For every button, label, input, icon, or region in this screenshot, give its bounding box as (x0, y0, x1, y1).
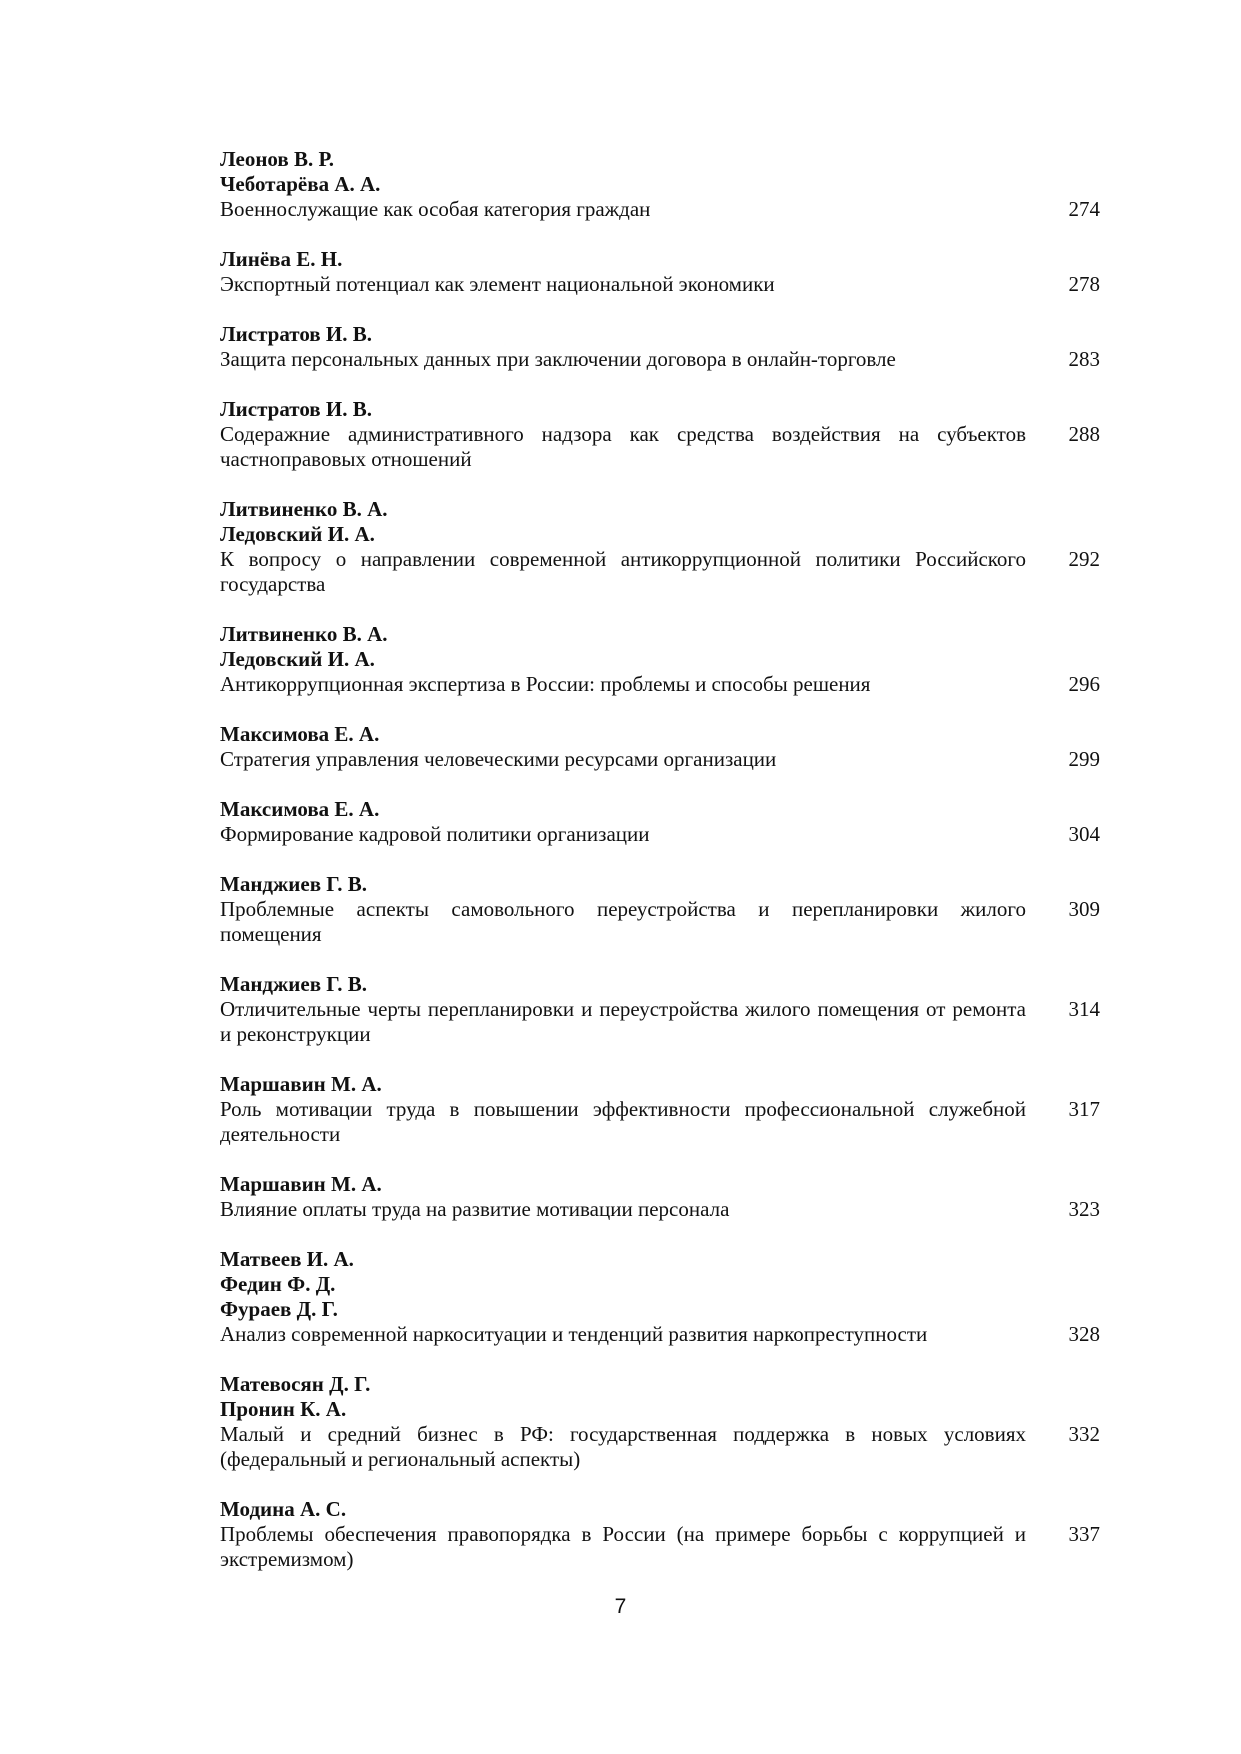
entry-title-row (220, 1322, 1100, 1347)
entry-page-number: 304 (1068, 822, 1100, 846)
toc-entry (220, 1072, 1100, 1147)
entry-author: Максимова Е. А. (220, 797, 380, 821)
entry-page-number: 283 (1068, 347, 1100, 371)
entry-title: Отличительные черты перепланировки и переустройства жилого помещения от ремонта и реконструкции (220, 997, 1026, 1046)
entry-author: Линёва Е. Н. (220, 247, 343, 271)
entry-page-number: 278 (1068, 272, 1100, 296)
entry-author: Ледовский И. А. (220, 647, 375, 671)
toc-entry (220, 622, 1100, 697)
entry-author: Фураев Д. Г. (220, 1297, 338, 1321)
entry-title: Роль мотивации труда в повышении эффективности профессиональной служебной деятельности (220, 1097, 1026, 1146)
entry-page-number: 332 (1068, 1422, 1100, 1446)
entry-page-number: 274 (1068, 197, 1100, 221)
entry-author: Маршавин М. А. (220, 1172, 382, 1196)
entry-author: Чеботарёва А. А. (220, 172, 381, 196)
toc-entry (220, 247, 1100, 297)
entry-author: Литвиненко В. А. (220, 497, 388, 521)
entry-author: Максимова Е. А. (220, 722, 380, 746)
entry-author: Модина А. С. (220, 1497, 347, 1521)
entry-title-row (220, 347, 1100, 372)
entry-title-row (220, 1097, 1100, 1147)
toc-entry (220, 497, 1100, 597)
entry-page-number: 288 (1068, 422, 1100, 446)
entry-author: Литвиненко В. А. (220, 622, 388, 646)
entry-title: Содеражние административного надзора как средства воздействия на субъектов частноправовых отношений (220, 422, 1026, 471)
toc-entry (220, 872, 1100, 947)
entry-page-number: 309 (1068, 897, 1100, 921)
entry-title-row (220, 1522, 1100, 1572)
toc-entry (220, 322, 1100, 372)
entry-title: Проблемные аспекты самовольного переустройства и перепланировки жилого помещения (220, 897, 1026, 946)
toc-entry (220, 722, 1100, 772)
entry-author: Матевосян Д. Г. (220, 1372, 371, 1396)
toc-entry (220, 1497, 1100, 1572)
entry-page-number: 328 (1068, 1322, 1100, 1346)
entry-title: Экспортный потенциал как элемент национальной экономики (220, 272, 775, 296)
entry-author: Федин Ф. Д. (220, 1272, 336, 1296)
entry-title-row (220, 747, 1100, 772)
toc-entry (220, 797, 1100, 847)
page-footer-number: 7 (614, 1595, 627, 1618)
toc-entry (220, 147, 1100, 222)
entry-page-number: 292 (1068, 547, 1100, 571)
entry-title: Военнослужащие как особая категория граждан (220, 197, 651, 221)
entry-title-row (220, 1197, 1100, 1222)
entry-author: Манджиев Г. В. (220, 872, 368, 896)
entry-title-row (220, 672, 1100, 697)
entry-title-row (220, 422, 1100, 472)
entry-title: Стратегия управления человеческими ресурсами организации (220, 747, 777, 771)
entry-title: Анализ современной наркоситуации и тенденций развития наркопреступности (220, 1322, 928, 1346)
entry-title-row (220, 997, 1100, 1047)
toc-entry (220, 1247, 1100, 1347)
table-of-contents (220, 147, 1100, 1597)
entry-title: Проблемы обеспечения правопорядка в России (на примере борьбы с коррупцией и экстремизмом) (220, 1522, 1026, 1571)
entry-title-row (220, 1422, 1100, 1472)
entry-author: Манджиев Г. В. (220, 972, 368, 996)
entry-author: Пронин К. А. (220, 1397, 347, 1421)
entry-title: Антикоррупционная экспертиза в России: проблемы и способы решения (220, 672, 871, 696)
entry-title-row (220, 272, 1100, 297)
entry-page-number: 323 (1068, 1197, 1100, 1221)
entry-title-row (220, 547, 1100, 597)
entry-title: Малый и средний бизнес в РФ: государственная поддержка в новых условиях (федеральный и региональный аспекты) (220, 1422, 1026, 1471)
entry-page-number: 337 (1068, 1522, 1100, 1546)
entry-title-row (220, 197, 1100, 222)
entry-author: Маршавин М. А. (220, 1072, 382, 1096)
entry-title: Защита персональных данных при заключении договора в онлайн-торговле (220, 347, 896, 371)
toc-entry (220, 1172, 1100, 1222)
entry-title-row (220, 897, 1100, 947)
toc-entry (220, 397, 1100, 472)
entry-author: Листратов И. В. (220, 322, 372, 346)
entry-author: Ледовский И. А. (220, 522, 375, 546)
toc-entry (220, 972, 1100, 1047)
entry-page-number: 296 (1068, 672, 1100, 696)
entry-title: Влияние оплаты труда на развитие мотивации персонала (220, 1197, 730, 1221)
entry-title-row (220, 822, 1100, 847)
entry-author: Леонов В. Р. (220, 147, 334, 171)
entry-author: Матвеев И. А. (220, 1247, 354, 1271)
entry-title: Формирование кадровой политики организации (220, 822, 650, 846)
entry-page-number: 317 (1068, 1097, 1100, 1121)
entry-author: Листратов И. В. (220, 397, 372, 421)
toc-entry (220, 1372, 1100, 1472)
entry-title: К вопросу о направлении современной антикоррупционной политики Российского государства (220, 547, 1026, 596)
entry-page-number: 314 (1068, 997, 1100, 1021)
entry-page-number: 299 (1068, 747, 1100, 771)
